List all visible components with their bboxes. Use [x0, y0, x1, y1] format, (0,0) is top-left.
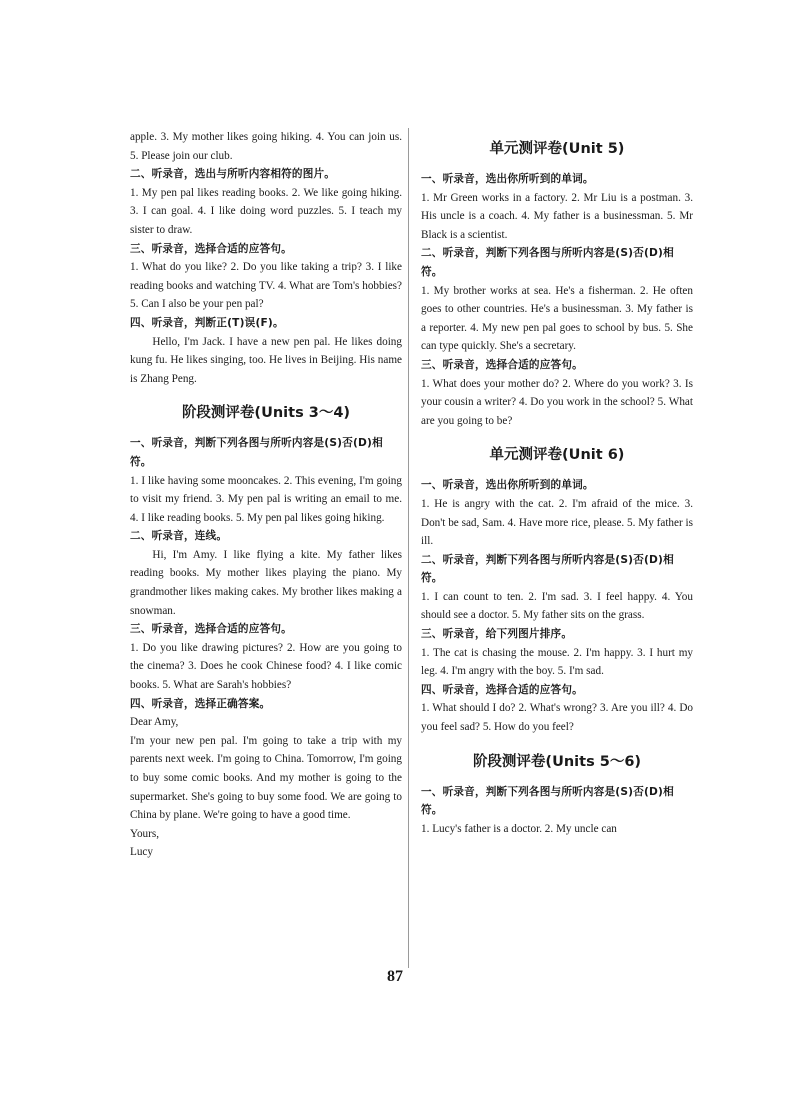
section-heading: 一、听录音，选出你所听到的单词。 [421, 173, 594, 185]
right-column [421, 128, 693, 838]
paragraph: 1. I can count to ten. 2. I'm sad. 3. I feel happy. 4. You should see a doctor. 5. My father sits on the grass. [421, 590, 693, 622]
section-heading: 四、听录音，选择合适的应答句。 [421, 683, 583, 696]
paragraph: 1. The cat is chasing the mouse. 2. I'm happy. 3. I hurt my leg. 4. I'm angry with the boy. 5. I'm sad. [421, 646, 693, 678]
section-heading: 四、听录音，判断正(T)误(F)。 [130, 316, 284, 329]
paragraph: Hi, I'm Amy. I like flying a kite. My father likes reading books. My mother likes playing the piano. My grandmother likes making cakes. My brother likes making a snowman. [130, 548, 402, 617]
section-heading: 一、听录音，判断下列各图与所听内容是(S)否(D)相符。 [130, 437, 383, 468]
section-heading: 二、听录音，连线。 [130, 530, 228, 543]
section-heading: 三、听录音，给下列图片排序。 [421, 628, 573, 641]
test-title: 单元测评卷(Unit 5) [489, 141, 625, 157]
paragraph: 1. Do you like drawing pictures? 2. How are you going to the cinema? 3. Does he cook Chinese food? 4. I like comic books. 5. What are Sarah's hobbies? [130, 641, 402, 692]
paragraph: 1. What should I do? 2. What's wrong? 3. Are you ill? 4. Do you feel sad? 5. How do you feel? [421, 702, 693, 734]
left-column [130, 128, 402, 862]
paragraph: 1. He is angry with the cat. 2. I'm afraid of the mice. 3. Don't be sad, Sam. 4. Have more rice, please. 5. My father is ill. [421, 497, 693, 548]
letter-signature: Lucy [130, 846, 153, 859]
paragraph: apple. 3. My mother likes going hiking. 4. You can join us. 5. Please join our club. [130, 131, 402, 162]
letter-closing: Yours, [130, 827, 160, 840]
paragraph: 1. My pen pal likes reading books. 2. We like going hiking. 3. I can goal. 4. I like doing word puzzles. 5. I teach my sister to draw. [130, 186, 402, 236]
section-heading: 四、听录音，选择正确答案。 [130, 697, 271, 710]
section-heading: 三、听录音，选择合适的应答句。 [130, 623, 292, 636]
paragraph: 1. I like having some mooncakes. 2. This evening, I'm going to visit my friend. 3. My pen pal is writing an email to me. 4. I like reading books. 5. My pen pal likes going hiking. [130, 474, 402, 524]
page-number: 87 [387, 968, 403, 985]
paragraph: 1. What do you like? 2. Do you like taking a trip? 3. I like reading books and watching TV. 4. What are Tom's hobbies? 5. Can I also be your pen pal? [130, 261, 402, 311]
section-heading: 二、听录音，选出与所听内容相符的图片。 [130, 168, 336, 181]
paragraph: 1. Lucy's father is a doctor. 2. My uncle can [421, 822, 617, 835]
section-heading: 二、听录音，判断下列各图与所听内容是(S)否(D)相符。 [421, 553, 674, 585]
section-heading: 二、听录音，判断下列各图与所听内容是(S)否(D)相符。 [421, 247, 674, 278]
paragraph: 1. My brother works at sea. He's a fisherman. 2. He often goes to other countries. He's a businessman. 3. My father is a reporter. 4. My new pen pal goes to school by bus. 5. She can type quickly. She's a secretary. [421, 284, 693, 353]
section-heading: 三、听录音，选择合适的应答句。 [130, 242, 292, 255]
section-heading: 三、听录音，选择合适的应答句。 [421, 358, 583, 371]
letter-greeting: Dear Amy, [130, 716, 179, 729]
paragraph: Hello, I'm Jack. I have a new pen pal. He likes doing kung fu. He likes singing, too. He lives in Beijing. His name is Zhang Peng. [130, 335, 402, 385]
section-heading: 一、听录音，判断下列各图与所听内容是(S)否(D)相符。 [421, 785, 674, 817]
test-title: 阶段测评卷(Units 3～4) [181, 405, 351, 422]
test-title: 阶段测评卷(Units 5～6) [472, 753, 642, 770]
paragraph: 1. Mr Green works in a factory. 2. Mr Liu is a postman. 3. His uncle is a coach. 4. My father is a businessman. 5. Mr Black is a scientist. [421, 191, 693, 241]
column-divider [408, 128, 409, 968]
paragraph: 1. What does your mother do? 2. Where do you work? 3. Is your cousin a writer? 4. Do you work in the school? 5. What are you going to be? [421, 377, 693, 427]
test-title: 单元测评卷(Unit 6) [489, 447, 625, 464]
section-heading: 一、听录音，选出你所听到的单词。 [421, 479, 594, 492]
letter-body: I'm your new pen pal. I'm going to take a trip with my parents next week. I'm going to China. Tomorrow, I'm going to buy some comic books. And my mother is going to the supermarket. She's going to buy some food. We are going to China by plane. We're going to have a good time. [130, 734, 402, 822]
